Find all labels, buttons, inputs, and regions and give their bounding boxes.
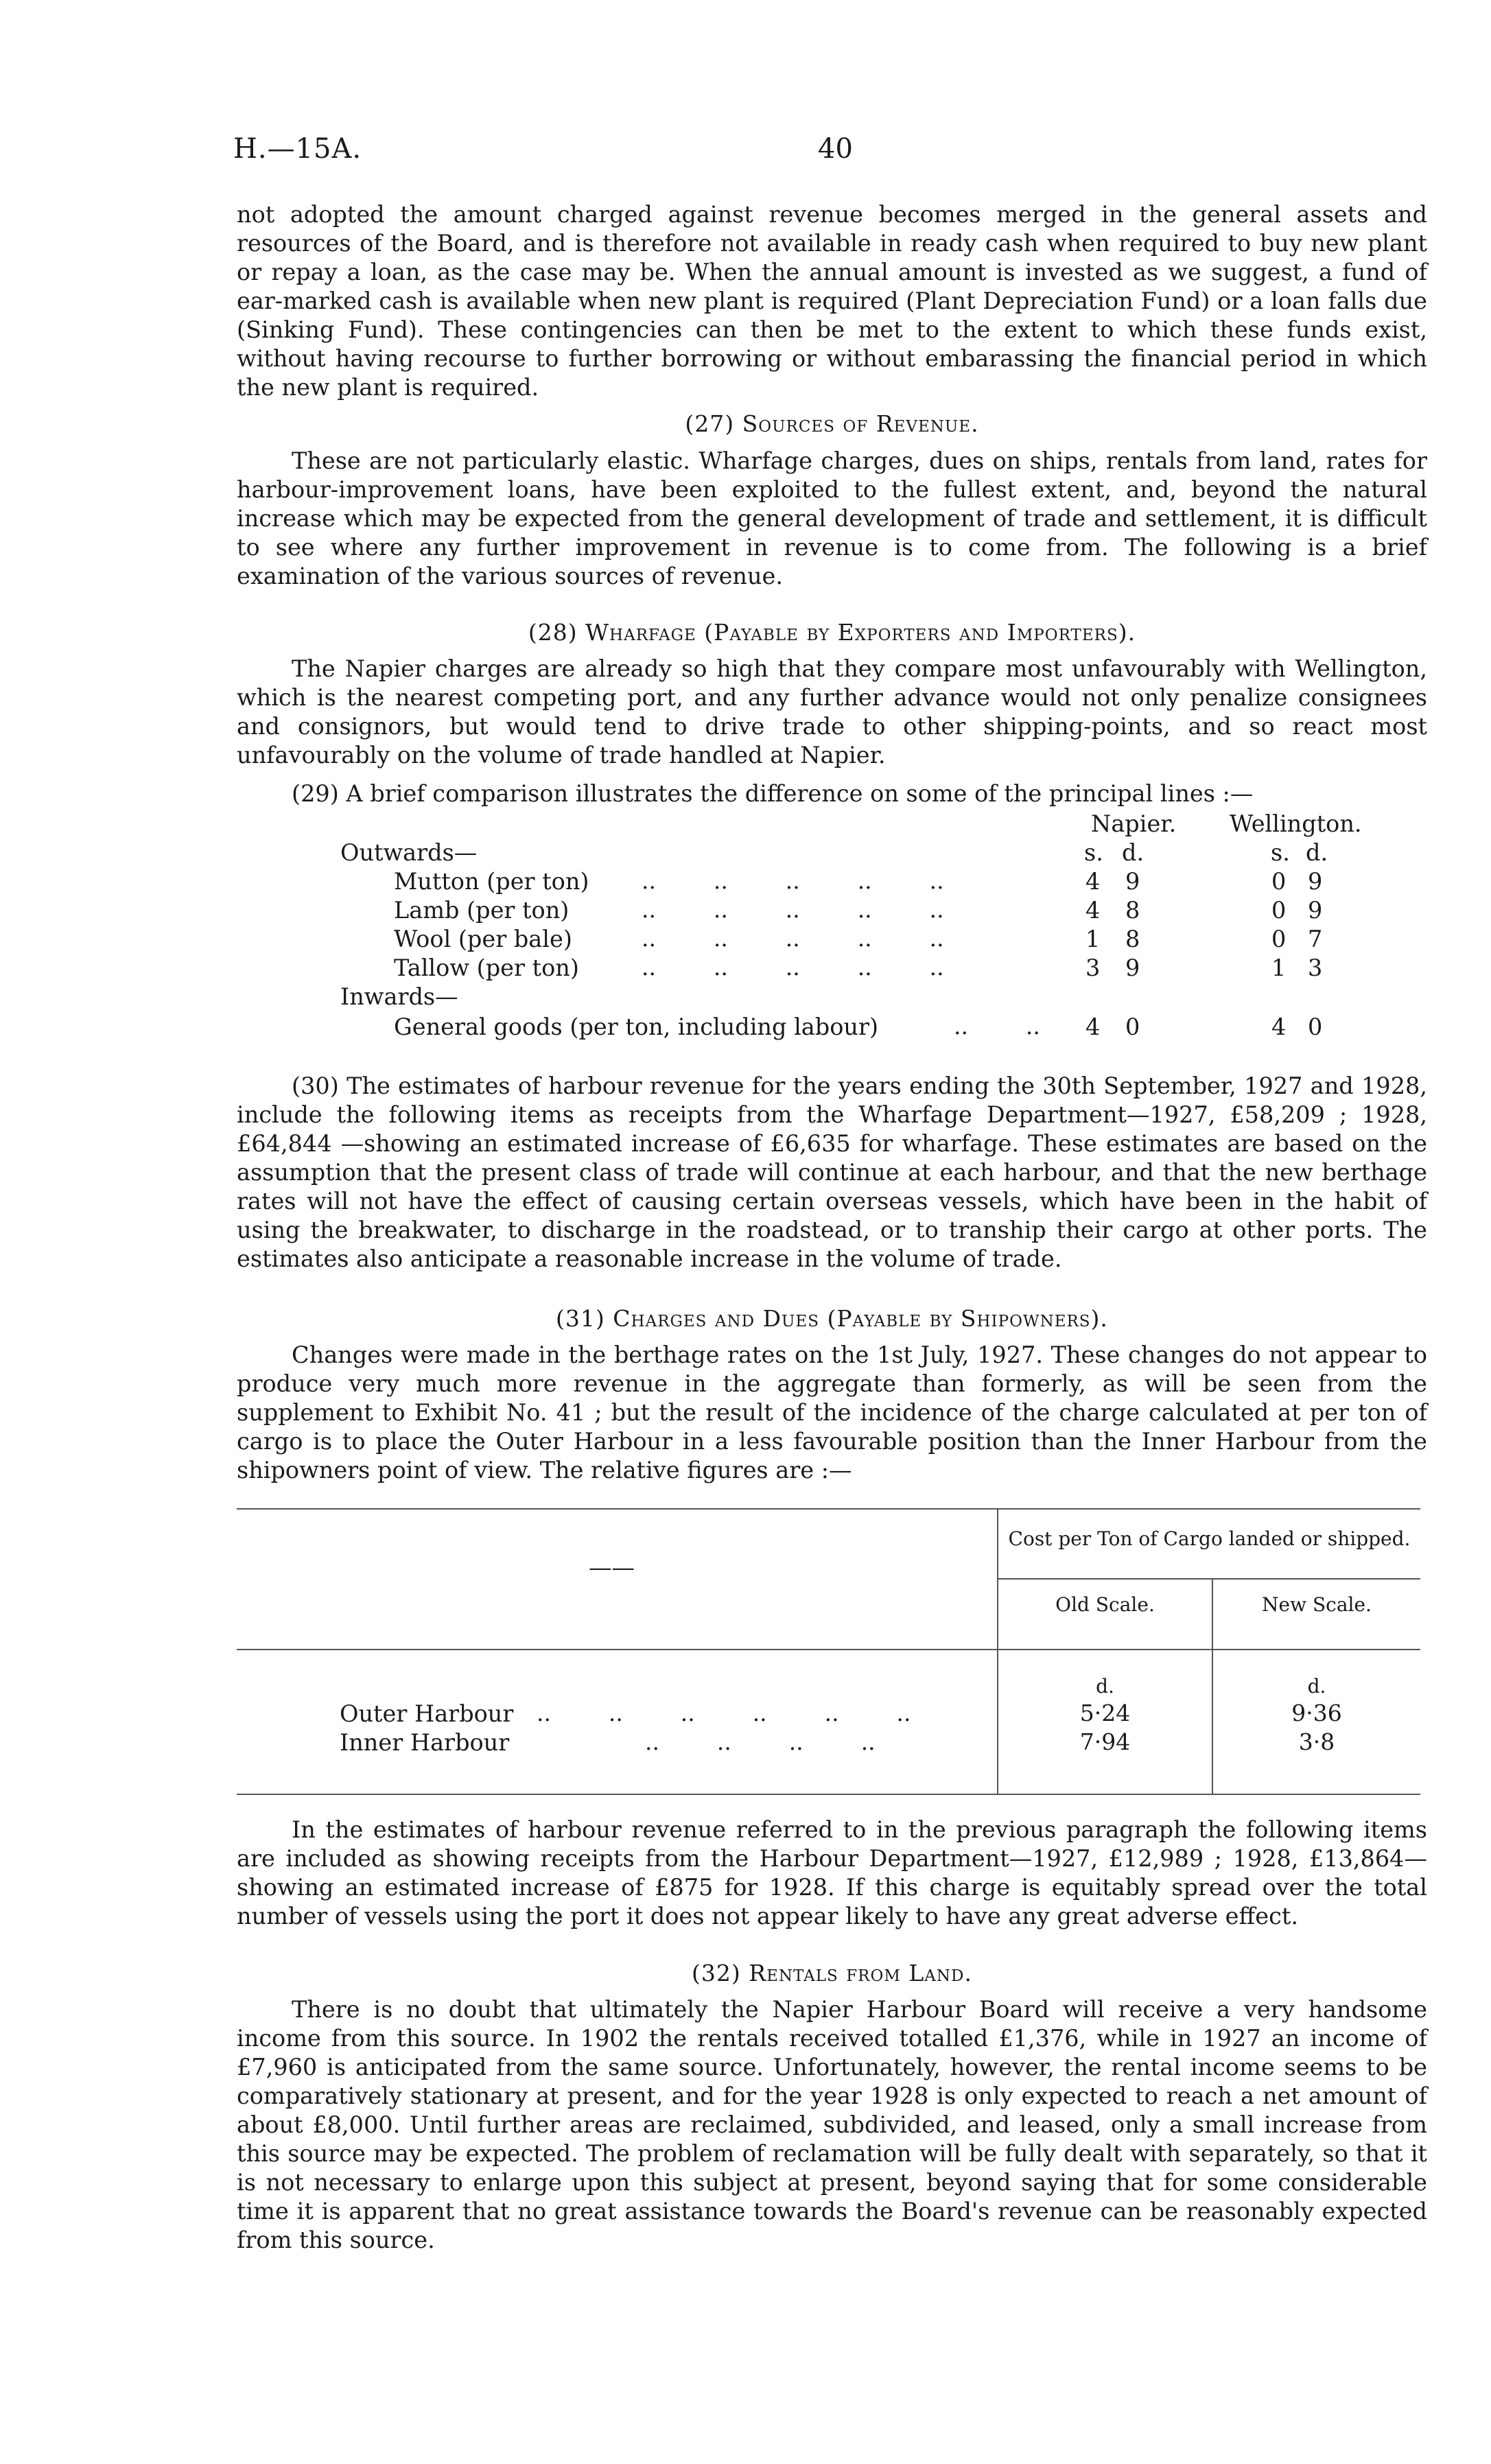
wellington-unit-d: d. bbox=[1306, 839, 1328, 866]
col-napier-header: Napier. bbox=[1091, 810, 1177, 837]
new-scale-value: 9·36 bbox=[1291, 1700, 1342, 1726]
wellington-s-value: 0 bbox=[1271, 926, 1287, 952]
table-row-item: Mutton (per ton) bbox=[394, 868, 589, 895]
group-header: Cost per Ton of Cargo landed or shipped. bbox=[1008, 1527, 1411, 1550]
new-scale-value: 3·8 bbox=[1298, 1728, 1335, 1755]
section-31-after-text: In the estimates of harbour revenue referred to in the previous paragraph the following items are included as showing receipts from the Harbour Department—1927, £12,989 ; 1928, £13,864— showing an estimated increase of £875 for 1928. If this charge is equitably spread over the total number of vessels using the port it does not appear likely to have any great adverse effect. bbox=[237, 1816, 1427, 1929]
napier-unit-d: d. bbox=[1122, 839, 1144, 866]
napier-d-value: 9 bbox=[1125, 868, 1140, 895]
wellington-d-value: 3 bbox=[1308, 954, 1323, 981]
outwards-label: Outwards— bbox=[340, 839, 478, 866]
inwards-label: Inwards— bbox=[340, 983, 458, 1010]
leader-dots: .. .. .. .. bbox=[645, 1728, 876, 1755]
wellington-d-value: 0 bbox=[1308, 1013, 1323, 1040]
leader-dots: .. .. .. .. .. bbox=[642, 867, 944, 894]
old-scale-value: 5·24 bbox=[1079, 1700, 1131, 1726]
napier-d-value: 9 bbox=[1125, 954, 1140, 981]
wellington-s-value: 1 bbox=[1271, 954, 1287, 981]
table-row-label: Outer Harbour bbox=[340, 1700, 514, 1727]
intro-paragraph: not adopted the amount charged against revenue becomes merged in the general assets and resources of the Board, and is therefore not available in ready cash when required to buy new plant or repay a loan, as the case may be. When the annual amount is invested as we suggest, a fund of ear-marked cash is available when new plant is required (Plant Depreciation Fund) or a loan falls due (Sinking Fund). These contingencies can then be met to the extent to which these funds exist, without having recourse to further borrowing or without embarassing the financial period in which the new plant is required. bbox=[237, 201, 1427, 401]
col-old-scale: Old Scale. bbox=[1055, 1593, 1155, 1616]
section-32-heading: (32) Rentals from Land. bbox=[692, 1960, 972, 1986]
table-row-item: Lamb (per ton) bbox=[394, 897, 570, 924]
napier-s-value: 1 bbox=[1085, 926, 1101, 952]
napier-s-value: 4 bbox=[1085, 1013, 1101, 1040]
section-28-heading: (28) Wharfage (Payable by Exporters and Importers). bbox=[528, 619, 1136, 646]
section-32-text: There is no doubt that ultimately the Napier Harbour Board will receive a very handsome income from this source. In 1902 the rentals received totalled £1,376, while in 1927 an income of £7,960 is anticipated from the same source. Unfortunately, however, the rental income seems to be comparatively stationary at present, and for the year 1928 is only expected to reach a net amount of about £8,000. Until further areas are reclaimed, subdivided, and leased, only a small increase from this source may be expected. The problem of reclamation will be fully dealt with separately, so that it is not necessary to enlarge upon this subject at present, beyond saying that for some considerable time it is apparent that no great assistance towards the Board's revenue can be reasonably expected from this source. bbox=[237, 1996, 1427, 2253]
old-scale-value: 7·94 bbox=[1079, 1728, 1131, 1755]
header-bottom-rule bbox=[237, 1649, 1420, 1650]
table-row-label: Inner Harbour bbox=[340, 1729, 510, 1756]
leader-dots: .. .. .. .. .. .. bbox=[537, 1700, 911, 1726]
page-number: 40 bbox=[818, 133, 853, 165]
new-unit: d. bbox=[1307, 1675, 1326, 1698]
wellington-s-value: 0 bbox=[1271, 868, 1287, 895]
napier-s-value: 4 bbox=[1085, 868, 1101, 895]
leader-dots: .. .. .. .. .. bbox=[642, 954, 944, 981]
old-unit: d. bbox=[1096, 1675, 1114, 1698]
napier-unit-s: s. bbox=[1084, 839, 1103, 866]
section-30-text: (30) The estimates of harbour revenue for the years ending the 30th September, 1927 and 1928, include the following items as receipts from the Wharfage Department—1927, £58,209 ; 1928, £64,844 —showing an estimated increase of £6,635 for wharfage. These estimates are based on the assumption that the present class of trade will continue at each harbour, and that the new berthage rates will not have the effect of causing certain overseas vessels, which have been in the habit of using the breakwater, to discharge in the roadstead, or to tranship their cargo at other ports. The estimates also anticipate a reasonable increase in the volume of trade. bbox=[237, 1072, 1427, 1272]
col-new-scale: New Scale. bbox=[1262, 1593, 1372, 1616]
table-top-rule bbox=[237, 1508, 1420, 1510]
wellington-s-value: 4 bbox=[1271, 1013, 1287, 1040]
section-31-heading: (31) Charges and Dues (Payable by Shipowners). bbox=[556, 1305, 1108, 1332]
section-28-text: The Napier charges are already so high that they compare most unfavourably with Wellington, which is the nearest competing port, and any further advance would not only penalize consignees and consignors, but would tend to drive trade to other shipping-points, and so react most unfavourably on the volume of trade handled at Napier. bbox=[237, 655, 1427, 768]
section-27-text: These are not particularly elastic. Wharfage charges, dues on ships, rentals from land, rates for harbour-improvement loans, have been exploited to the fullest extent, and, beyond the natural increase which may be expected from the general development of trade and settlement, it is difficult to see where any further improvement in revenue is to come from. The following is a brief examination of the various sources of revenue. bbox=[237, 447, 1427, 589]
wellington-s-value: 0 bbox=[1271, 897, 1287, 924]
napier-d-value: 8 bbox=[1125, 926, 1140, 952]
napier-s-value: 3 bbox=[1085, 954, 1101, 981]
table-row-item: Tallow (per ton) bbox=[394, 954, 579, 981]
wellington-d-value: 9 bbox=[1308, 897, 1323, 924]
table-row-item: General goods (per ton, including labour) bbox=[394, 1013, 879, 1040]
wellington-d-value: 7 bbox=[1308, 926, 1323, 952]
stub-header-dash: —— bbox=[589, 1554, 635, 1581]
leader-dots: .. .. .. .. .. bbox=[642, 925, 944, 952]
table-row-item: Wool (per bale) bbox=[394, 926, 572, 952]
document-code: H.—15A. bbox=[233, 133, 362, 165]
col-wellington-header: Wellington. bbox=[1230, 810, 1362, 837]
napier-s-value: 4 bbox=[1085, 897, 1101, 924]
section-27-heading: (27) Sources of Revenue. bbox=[685, 410, 979, 437]
table-bottom-rule bbox=[237, 1794, 1420, 1795]
wellington-unit-s: s. bbox=[1271, 839, 1290, 866]
napier-d-value: 8 bbox=[1125, 897, 1140, 924]
leader-dots: .. .. .. .. .. bbox=[642, 896, 944, 923]
section-31-text: Changes were made in the berthage rates on the 1st July, 1927. These changes do not appear to produce very much more revenue in the aggregate than formerly, as will be seen from the supplement to Exhibit No. 41 ; but the result of the incidence of the charge calculated at per ton of cargo is to place the Outer Harbour in a less favourable position than the Inner Harbour from the shipowners point of view. The relative figures are :— bbox=[237, 1341, 1427, 1483]
wellington-d-value: 9 bbox=[1308, 868, 1323, 895]
napier-d-value: 0 bbox=[1125, 1013, 1140, 1040]
section-29-text: (29) A brief comparison illustrates the difference on some of the principal lines :— bbox=[292, 780, 1254, 807]
leader-dots: .. .. bbox=[954, 1013, 1040, 1040]
group-header-rule bbox=[998, 1578, 1420, 1580]
